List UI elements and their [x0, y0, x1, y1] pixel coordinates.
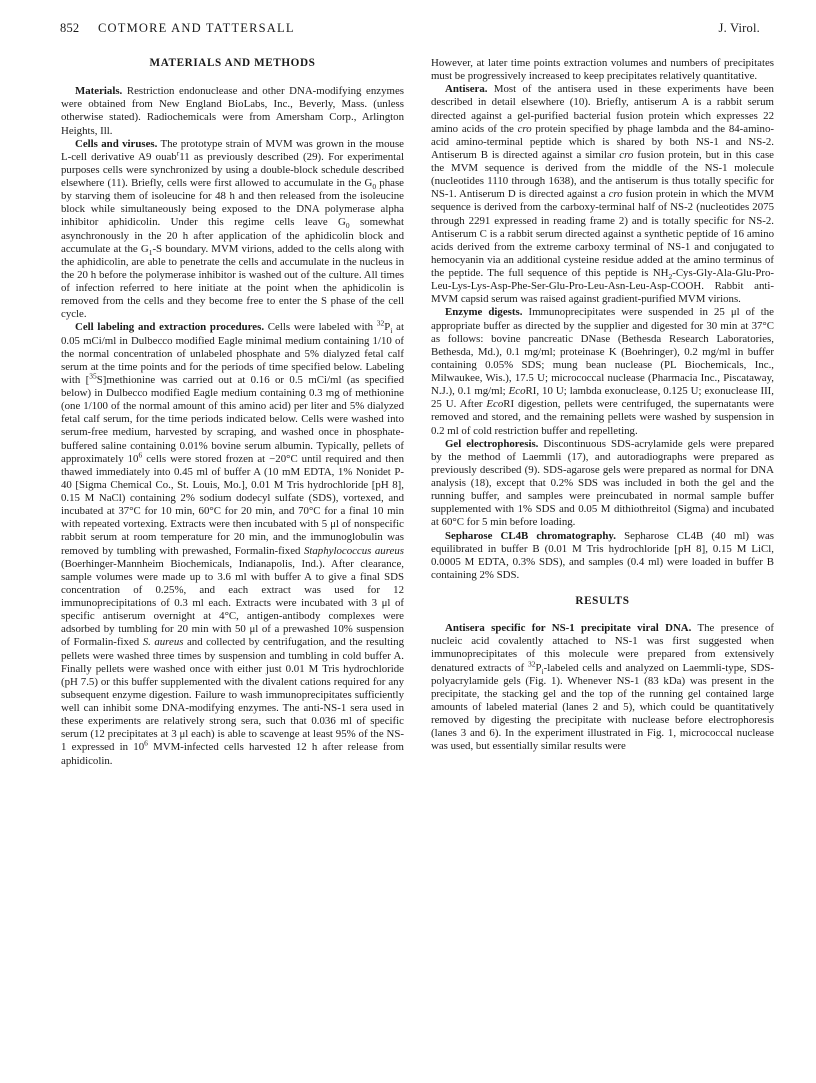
cells-run-in-head: Cells and viruses. [75, 137, 158, 150]
labeling-run-in-head: Cell labeling and extraction procedures. [75, 321, 265, 334]
enzyme-digests-paragraph: Enzyme digests. Immunoprecipitates were suspended in 25 μl of the appropriate buffer as directed by the supplier and digested for 30 min at 37°C as follows: bovine pancreatic DNase (Bethesda Research Laboratories, Bethesda, Md.), 0.1 mg/ml; proteinase K (Boehringer), 0.2 mg/ml in buffer containing 0.05% SDS; mung bean nuclease (PL Biochemicals, Inc., Milwaukee, Wis.), 17.5 U; micrococcal nuclease (Pharmacia Inc., Piscataway, N.J.), 0.1 mg/ml; EcoRI, 10 U; lambda exonuclease, 0.125 U; exonuclease III, 25 U. After EcoRI digestion, pellets were centrifuged, the supernatants were removed and stored, and the remaining pellets were washed by suspension in 0.2 ml of cold restriction buffer and repelleting. [431, 306, 774, 437]
page-number: 852 [60, 21, 80, 35]
gel-electrophoresis-paragraph: Gel electrophoresis. Discontinuous SDS-acrylamide gels were prepared by the method of Laemmli (17), and autoradiographs were prepared as previously described (9). SDS-agarose gels were prepared as normal for DNA analysis (18), except that 0.2% SDS was included in both the gel and the running buffer, and samples were preincubated in normal sample buffer supplemented with 1% SDS and 0.05 M dithiothreitol (Sigma) and incubated at 60°C for 5 min before loading. [431, 437, 774, 529]
cells-viruses-paragraph: Cells and viruses. The prototype strain of MVM was grown in the mouse L-cell derivative A9 ouab$^r$11 as previously described (29). For experimental purposes cells were synchronized by using a double-block schedule described elsewhere (11). Briefly, cells were first allowed to accumulate in the $G_0$ phase by starving them of isoleucine for 48 h and then released from the isoleucine block while simultaneously being exposed to the DNA polymerase alpha inhibitor aphidicolin. Under this regime cells leave $G_0$ somewhat asynchronously in the 20 h after application of the aphidicolin block and accumulate at the $G_1-S$ boundary. MVM virions, added to the cells along with the aphidicolin, are able to penetrate the cells and accumulate in the nucleus in the 20 h before the polymerase inhibitor is washed out of the culture. All times of infection referred to here initiate at the point when the aphidicolin is removed from the cells and they become free to enter the S phase of the cell cycle. [61, 137, 405, 321]
results-run-in-head: Antisera specific for NS-1 precipitate viral DNA. [445, 622, 692, 635]
sepharose-run-in-head: Sepharose CL4B chromatography. [445, 529, 616, 542]
running-header [60, 21, 760, 39]
right-column [431, 57, 774, 753]
labeling-extraction-paragraph: Cell labeling and extraction procedures. Cells were labeled with $^{32}P_i$ at 0.05 mCi/ml in Dulbecco modified Eagle minimal medium containing 1/10 of the normal concentration of unlabeled phosphate and 5% dialyzed fetal calf serum at the time points and for the periods of time specified below. Labeling with [$^{35}$S]methionine was carried out at 0.16 or 0.5 mCi/ml (as specified below) in Dulbecco modified Eagle medium containing 0.3 mg of methionine (one 1/100 of the normal amount of this amino acid) per liter and 5% dialyzed fetal calf serum, for the time periods indicated below. Cells were washed into serum-free medium, harvested by scraping, and washed once in phosphate-buffered saline containing 0.01% bovine serum albumin. Typically, pellets of approximately $10^6$ cells were stored frozen at −20°C until required and then thawed immediately into 0.45 ml of buffer A (10 mM EDTA, 1% Nonidet P-40 [Sigma Chemical Co., St. Louis, Mo.], 0.01 M Tris hydrochloride [pH 8], 0.15 M NaCl) containing 2% sodium dodecyl sulfate (SDS), vortexed, and incubated at 37°C for 10 min, 60°C for 20 min, and 70°C for a final 10 min with repeated vortexing. Extracts were then incubated with 5 μl of nonspecific rabbit serum at room temperature for 20 min, and the immunoglobulin was removed by tumbling with prewashed, Formalin-fixed Staphylococcus aureus (Boerhinger-Mannheim Biochemicals, Indianapolis, Ind.). After clearance, sample volumes were made up to 3.6 ml with buffer A to give a final SDS concentration of 0.25%, and each extract was used for 12 immunoprecipitations of 0.3 ml each. Extracts were incubated with 3 μl of specific antiserum overnight at 4°C, antigen-antibody complexes were adsorbed by tumbling for 20 min with 50 μl of a prewashed 10% suspension of Formalin-fixed S. aureus and collected by centrifugation, and the resulting pellets were washed three times by suspension and tumbling in cold buffer A. Finally pellets were washed once with either just 0.01 M Tris hydrochloride (pH 7.5) or this buffer supplemented with the divalent cations required for any subsequent enzyme digestion. Failure to wash immunoprecipitates sufficiently well can inhibit some DNA-modifying enzymes. The anti-NS-1 sera used in these experiments are relatively strong sera, such that 0.036 ml of specific serum (12 precipitates at 3 μl each) is able to scavenge at least 95% of the NS-1 expressed in $10^6$ MVM-infected cells harvested 12 h after release from aphidicolin. [61, 318, 405, 767]
continuation-paragraph: However, at later time points extraction volumes and numbers of precipitates must be progressively increased to keep precipitates relatively quantitative. [431, 57, 774, 83]
running-authors: COTMORE AND TATTERSALL [98, 21, 295, 35]
left-column [61, 57, 404, 768]
results-section-title: RESULTS [575, 595, 630, 607]
antisera-run-in-head: Antisera. [445, 83, 488, 96]
materials-paragraph: Materials. Restriction endonuclease and other DNA-modifying enzymes were obtained from New England BioLabs, Inc., Beverly, Mass. (unless otherwise stated). Radiochemicals were from Amersham Corp., Arlington Heights, Ill. [61, 85, 404, 137]
enzyme-run-in-head: Enzyme digests. [445, 306, 523, 319]
sepharose-paragraph: Sepharose CL4B chromatography. Sepharose CL4B (40 ml) was equilibrated in buffer B (0.01 M Tris hydrochloride [pH 8], 0.15 M LiCl, 0.0005 M EDTA, 0.3% SDS), and samples (0.4 ml) were loaded in buffer B containing 2% SDS. [431, 529, 774, 581]
results-paragraph: Antisera specific for NS-1 precipitate viral DNA. The presence of nucleic acid covalently attached to NS-1 was first suggested when immunoprecipitates of this molecule were prepared from extensively denatured extracts of $^{32}P_i$-labeled cells and analyzed on Laemmli-type, SDS-polyacrylamide gels (Fig. 1). Whenever NS-1 (83 kDa) was present in the precipitate, the stacking gel and the top of the running gel contained large amounts of labeled material (lanes 2 and 5), which could be quantitatively removed by digesting the precipitate with nuclease before electrophoresis (lanes 3 and 6). In the experiment illustrated in Fig. 1, micrococcal nuclease was used, but essentially similar results were [431, 622, 774, 753]
gel-run-in-head: Gel electrophoresis. [445, 437, 539, 450]
antisera-paragraph: Antisera. Most of the antisera used in these experiments have been described in detail elsewhere (10). Briefly, antiserum A is a rabbit serum directed against a gel-purified bacterial fusion protein which expresses 22 amino acids of the cro protein specified by phage lambda and the 84-amino-acid amino-terminal peptide which is shared by both NS-1 and NS-2. Antiserum B is directed against a similar cro fusion protein, but in this case the MVM sequence is derived from the middle of the NS-1 molecule (nucleotides 1110 through 1638), and the antiserum is thus totally specific for NS-1. Antiserum D is directed against a cro fusion protein in which the MVM sequence is derived from the carboxy-terminal half of NS-2 (nucleotides 2075 through 2291 expressed in reading frame 2) and is totally specific for NS-2. Antiserum C is a rabbit serum directed against a synthetic peptide of 16 amino acids derived from the extreme carboxy terminal of NS-1 and conjugated to hemocyanin via an additional cysteine residue added at the amino terminus of the peptide. The full sequence of this peptide is $NH_2-Cys-Gly-Ala-Glu-Pro-Leu-Lys-Lys-Asp-Phe-Ser-Glu-Pro-Leu-Asn-Leu-Asp$-COOH. Rabbit anti-MVM capsid serum was raised against gradient-purified MVM virions. [431, 83, 774, 306]
journal-abbreviation: J. Virol. [718, 21, 760, 35]
materials-run-in-head: Materials. [75, 85, 123, 98]
methods-section-title: MATERIALS AND METHODS [149, 57, 316, 69]
